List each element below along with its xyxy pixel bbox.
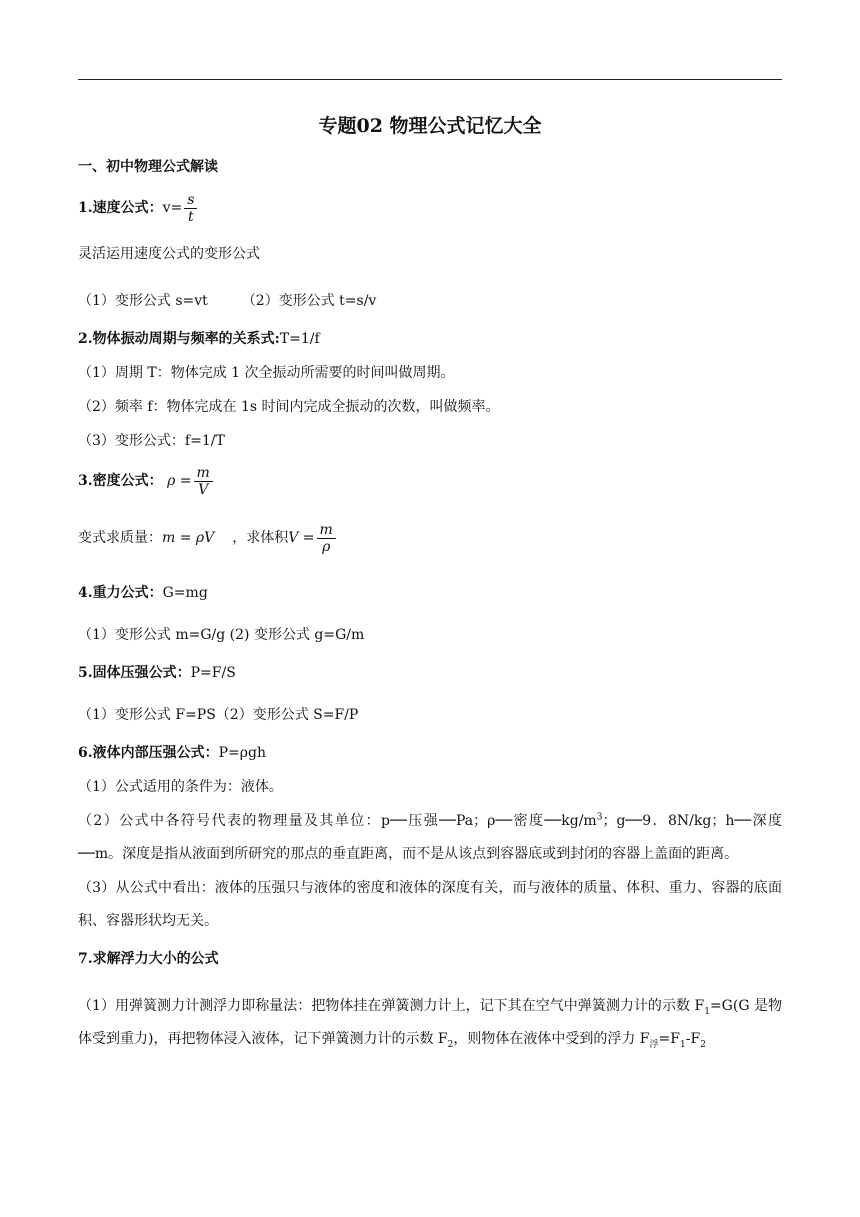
gravity-heading-line: [78, 583, 782, 603]
buoyancy-text-d: =F: [658, 1031, 680, 1047]
volume-numerator: m: [317, 522, 336, 539]
buoyancy-text-e: -F: [685, 1031, 701, 1047]
buoyancy-text-a: （1）用弹簧测力计测浮力即称量法：把物体挂在弹簧测力计上，记下其在空气中弹簧测力计的示数 F: [78, 998, 705, 1014]
period-item-3: （3）变形公式：f=1/T: [78, 433, 225, 449]
density-variants-line: [78, 516, 782, 560]
gravity-forms: （1）变形公式 m=G/g (2) 变形公式 g=G/m: [78, 627, 365, 643]
liquid-item-2: [78, 805, 782, 871]
speed-desc: 灵活运用速度公式的变形公式: [78, 246, 260, 262]
subscript-3: 1: [680, 1039, 686, 1050]
density-heading: 3.密度公式：: [78, 473, 163, 489]
subscript-1: 1: [704, 1006, 710, 1017]
period-heading: 2.物体振动周期与频率的关系式:: [78, 331, 280, 347]
speed-lhs: v=: [162, 200, 183, 216]
liquid-item-3: （3）从公式中看出：液体的压强只与液体的密度和液体的深度有关，而与液体的质量、体积、重力、容器的底面积、容器形状均无关。: [78, 880, 782, 929]
gravity-heading: 4.重力公式：: [78, 585, 163, 601]
period-item-2: （2）频率 f：物体完成在 1s 时间内完成全振动的次数，叫做频率。: [78, 399, 500, 415]
subscript-4: 2: [700, 1039, 706, 1050]
section-heading: 一、初中物理公式解读: [78, 159, 218, 175]
liquid-pressure-formula: P=ρgh: [218, 745, 266, 761]
subscript-2: 2: [447, 1039, 454, 1050]
buoyancy-item-1: [78, 990, 782, 1056]
density-denominator: V: [198, 481, 209, 498]
density-formula-line: [78, 461, 782, 501]
unit-superscript: 3: [596, 812, 603, 823]
period-formula: T=1/f: [279, 331, 320, 347]
page-title: 专题02 物理公式记忆大全: [318, 115, 542, 137]
speed-form-b: （2）变形公式 t=s/v: [241, 293, 377, 309]
period-heading-line: [78, 329, 782, 349]
speed-fraction: [184, 192, 197, 225]
density-lhs: ρ =: [167, 473, 192, 489]
subscript-float: 浮: [649, 1039, 659, 1050]
liquid-pressure-heading-line: [78, 743, 782, 763]
volume-label: ，求体积: [232, 530, 289, 546]
solid-pressure-heading-line: [78, 663, 782, 683]
mass-label: 变式求质量：: [78, 530, 162, 546]
header-rule: [78, 79, 782, 80]
solid-pressure-heading: 5.固体压强公式：: [78, 665, 191, 681]
mass-formula: m = ρV: [162, 530, 215, 546]
speed-forms: [78, 291, 782, 311]
volume-lhs: V =: [288, 530, 315, 546]
solid-pressure-formula: P=F/S: [190, 665, 236, 681]
density-numerator: m: [194, 465, 213, 482]
gravity-formula: G=mg: [162, 585, 208, 601]
liquid-pressure-heading: 6.液体内部压强公式：: [78, 745, 219, 761]
buoyancy-heading: 7.求解浮力大小的公式: [78, 951, 219, 967]
speed-formula-line: [78, 189, 782, 227]
buoyancy-text-b: =G(G 是物体受到重力)，再把物体浸入液体，记下弹簧测力计的示数 F: [78, 998, 782, 1047]
density-fraction: [194, 465, 213, 498]
volume-fraction: [317, 522, 336, 555]
period-item-1: （1）周期 T：物体完成 1 次全振动所需要的时间叫做周期。: [78, 365, 455, 381]
liquid-item-2-text-a: （2）公式中各符号代表的物理量及其单位：p──压强──Pa；ρ──密度──kg/m: [78, 813, 597, 829]
buoyancy-text-c: ，则物体在液体中受到的浮力 F: [453, 1031, 650, 1047]
liquid-item-2-text-b: ；g──9．8N/kg；h──深度──m。深度是指从液面到所研究的那点的垂直距离，而不是从该点到容器底或到封闭的容器上盖面的距离。: [78, 813, 783, 862]
speed-heading: 1.速度公式：: [78, 200, 163, 216]
speed-denominator: t: [188, 208, 194, 225]
volume-denominator: ρ: [322, 538, 331, 555]
speed-form-a: （1）变形公式 s=vt: [78, 293, 208, 309]
speed-numerator: s: [184, 192, 197, 209]
solid-pressure-forms: （1）变形公式 F=PS（2）变形公式 S=F/P: [78, 707, 359, 723]
liquid-item-1: （1）公式适用的条件为：液体。: [78, 779, 283, 795]
